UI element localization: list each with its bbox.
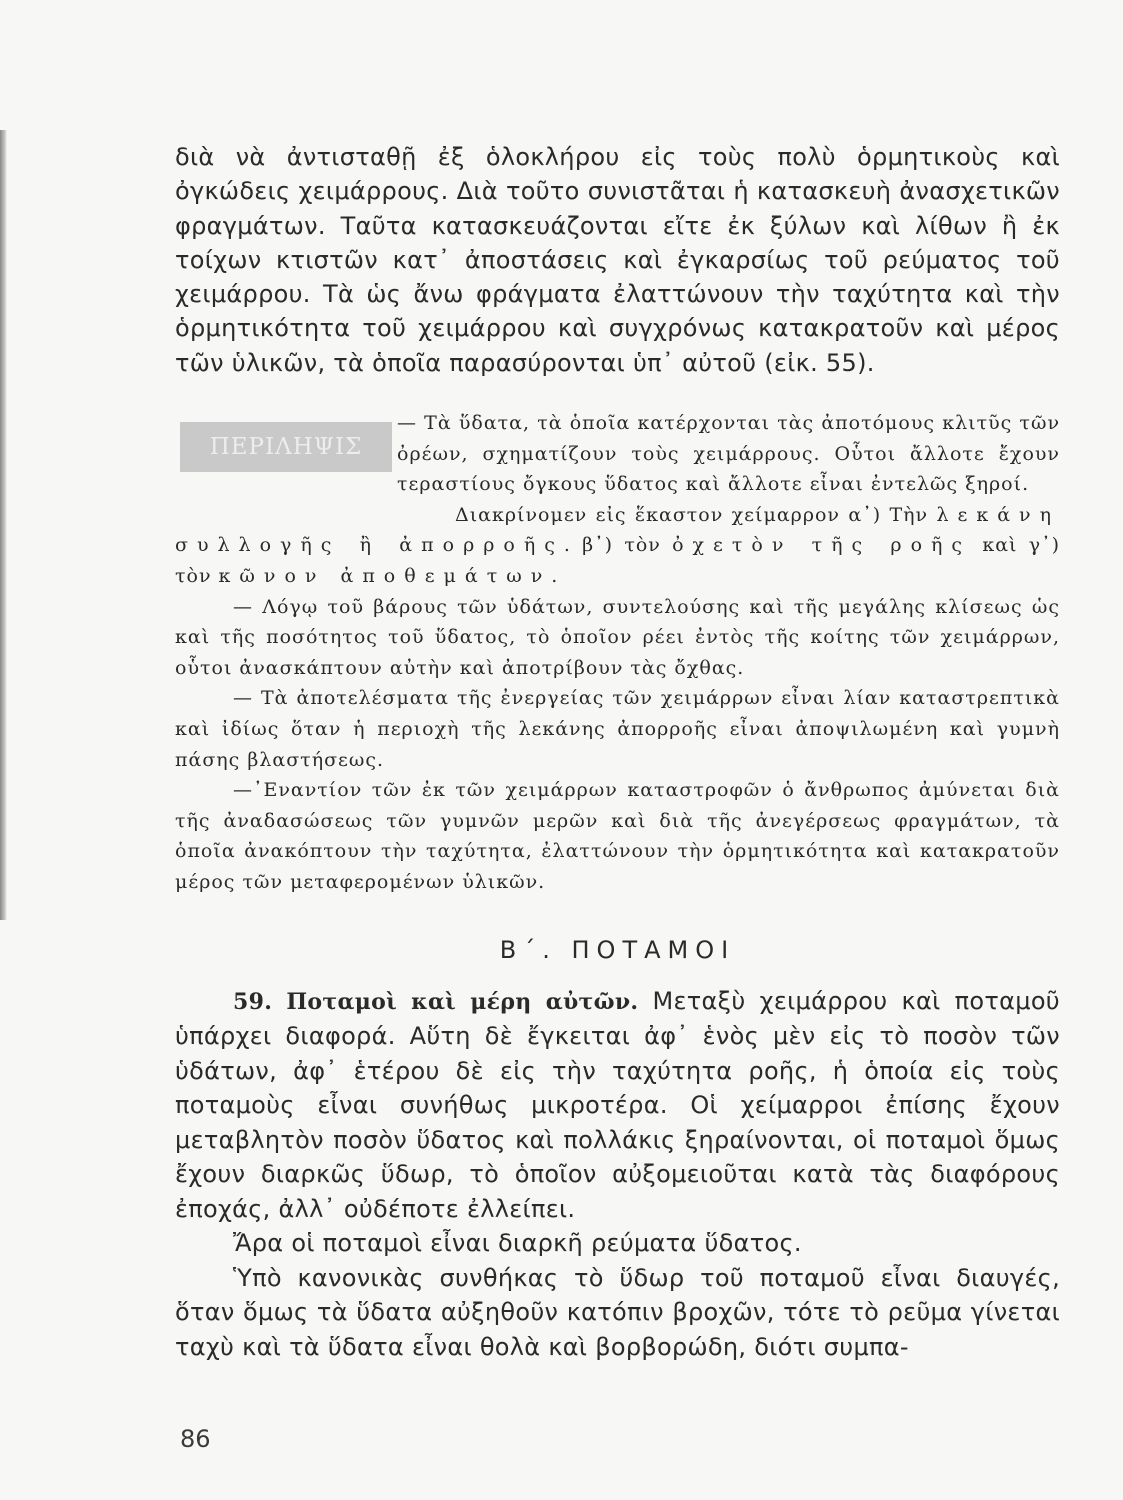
summary-term-basin: λεκάνη συλλογῆς ἢ ἀπορροῆς: [175, 503, 1060, 557]
summary-box: [175, 408, 1060, 898]
summary-p2-before: Διακρίνομεν εἰς ἕκαστον χείμαρρον α᾽) Τὴν: [455, 503, 937, 526]
summary-paragraph-1: — Τὰ ὕδατα, τὰ ὁποῖα κατέρχονται τὰς ἀποτόμους κλιτῦς τῶν ὀρέων, σχηματίζουν τοὺς χειμάρρους. Οὗτοι ἄλλοτε ἔχουν τεραστίους ὄγκους ὕδατος καὶ ἄλλοτε εἶναι ἐντελῶς ξηροί.: [397, 412, 1060, 496]
binding-shadow: [0, 130, 7, 920]
summary-p2-mid1: . β᾽) τὸν: [563, 534, 673, 557]
summary-term-cone: κῶνον ἀποθεμάτων: [218, 565, 552, 588]
paragraph-rivers: Ἄρα οἱ ποταμοὶ εἶναι διαρκῆ ρεύματα ὕδατος.: [233, 1229, 802, 1258]
section-59-text: Μεταξὺ χειμάρρου καὶ ποταμοῦ ὑπάρχει διαφορά. Αὕτη δὲ ἔγκειται ἀφ᾽ ἑνὸς μὲν εἰς τὸ ποσὸν τῶν ὑδάτων, ἀφ᾽ ἑτέρου δὲ εἰς τὴν ταχύτητα ροῆς, ἡ ὁποία εἰς τοὺς ποταμοὺς εἶναι συνήθως μικροτέρα. Οἱ χείμαρροι ἐπίσης ἔχουν μεταβλητὸν ποσὸν ὕδατος καὶ πολλάκις ξηραίνονται, οἱ ποταμοὶ ὅμως ἔχουν διαρκῶς ὕδωρ, τὸ ὁποῖον αὐξομειοῦται κατὰ τὰς διαφόρους ἐποχάς, ἀλλ᾽ οὐδέποτε ἐλλείπει.: [175, 986, 1060, 1223]
page-number: 86: [180, 1425, 211, 1453]
paragraph-last: Ὑπὸ κανονικὰς συνθήκας τὸ ὕδωρ τοῦ ποταμοῦ εἶναι διαυγές, ὅταν ὅμως τὰ ὕδατα αὐξηθοῦν κατόπιν βροχῶν, τότε τὸ ρεῦμα γίνεται ταχὺ καὶ τὰ ὕδατα εἶναι θολὰ καὶ βορβορώδη, διότι συμπα-: [175, 1263, 1060, 1361]
summary-term-channel: ὀχετὸν τῆς ροῆς: [672, 534, 972, 557]
summary-paragraph-2: [175, 500, 1060, 592]
paragraph-section-59: [175, 984, 1060, 1227]
summary-paragraph-4: — Τὰ ἀποτελέσματα τῆς ἐνεργείας τῶν χειμάρρων εἶναι λίαν καταστρεπτικὰ καὶ ἰδίως ὅταν ἡ περιοχὴ τῆς λεκάνης ἀπορροῆς εἶναι ἀποψιλωμένη καὶ γυμνὴ πάσης βλαστήσεως.: [175, 687, 1060, 771]
section-59-heading: 59. Ποταμοὶ καὶ μέρη αὐτῶν.: [233, 988, 639, 1015]
summary-p2-end: .: [551, 565, 559, 588]
paragraph-intro: διὰ νὰ ἀντισταθῇ ἐξ ὁλοκλήρου εἰς τοὺς πολὺ ὁρμητικοὺς καὶ ὀγκώδεις χειμάρρους. Διὰ τοῦτο συνιστᾶται ἡ κατασκευὴ ἀνασχετικῶν φραγμάτων. Ταῦτα κατασκευάζονται εἴτε ἐκ ξύλων καὶ λίθων ἢ ἐκ τοίχων κτιστῶν κατ᾽ ἀποστάσεις καὶ ἐγκαρσίως τοῦ ρεύματος τοῦ χειμάρρου. Τὰ ὡς ἄνω φράγματα ἐλαττώνουν τὴν ταχύτητα καὶ τὴν ὁρμητικότητα τοῦ χειμάρρου καὶ συγχρόνως κατακρατοῦν καὶ μέρος τῶν ὑλικῶν, τὰ ὁποῖα παρασύρονται ὑπ᾽ αὐτοῦ (εἰκ. 55).: [175, 143, 1060, 377]
summary-paragraph-5: —᾽Εναντίον τῶν ἐκ τῶν χειμάρρων καταστροφῶν ὁ ἄνθρωπος ἀμύνεται διὰ τῆς ἀναδασώσεως τῶν γυμνῶν μερῶν καὶ διὰ τῆς ἀνεγέρσεως φραγμάτων, τὰ ὁποῖα ἀνακόπτουν τὴν ταχύτητα, ἐλαττώνουν τὴν ὁρμητικότητα καὶ κατακρατοῦν μέρος τῶν μεταφερομένων ὑλικῶν.: [175, 779, 1060, 893]
summary-p2-mid2: καὶ γ᾽) τὸν: [175, 534, 1060, 588]
page-content: [175, 140, 1060, 1364]
section-heading: Β΄. ΠΟΤΑΜΟΙ: [499, 935, 736, 964]
summary-label: ΠΕΡΙΛΗΨΙΣ: [180, 422, 392, 472]
summary-paragraph-3: — Λόγῳ τοῦ βάρους τῶν ὑδάτων, συντελούσης καὶ τῆς μεγάλης κλίσεως ὡς καὶ τῆς ποσότητος τοῦ ὕδατος, τὸ ὁποῖον ρέει ἐντὸς τῆς κοίτης τῶν χειμάρρων, οὗτοι ἀνασκάπτουν αὐτὴν καὶ ἀποτρίβουν τὰς ὄχθας.: [175, 595, 1060, 679]
